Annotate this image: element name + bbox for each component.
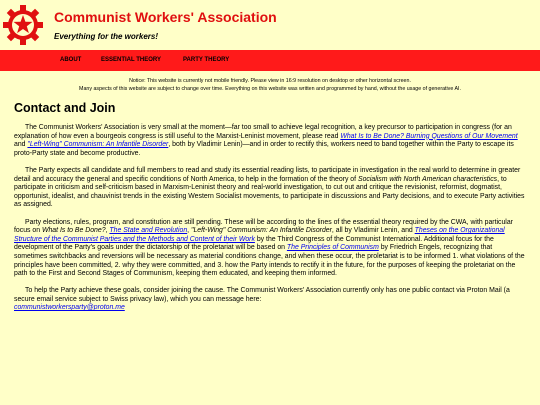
site-header	[0, 0, 540, 49]
emphasis-text: Socialism with North American characteristics	[357, 175, 498, 183]
emphasis-text: What Is to Be Done?	[41, 227, 106, 235]
paragraph-elections	[14, 219, 526, 279]
link-what-is-to-be-done[interactable]: What Is to Be Done? Burning Questions of Our Movement	[340, 132, 518, 140]
text-span: and	[14, 141, 28, 149]
text-span: ,	[187, 227, 192, 235]
text-span: To help the Party achieve these goals, consider joining the cause. The Communist Workers' Association currently only has one public contact via Proton Mail (a secure email service subject to Swiss privacy law), which you can message here:	[14, 287, 510, 303]
page-title: Contact and Join	[14, 101, 116, 115]
emphasis-text: "Left-Wing" Communism: An Infantile Disorder	[191, 227, 332, 235]
text-span: , both by Vladimir Lenin)—and in order to rectify this, workers need to band together within the Party to escape its proto-Party state and become productive.	[14, 141, 514, 157]
text-span: ,	[105, 227, 110, 235]
nav-item-party-theory[interactable]: PARTY THEORY	[183, 57, 230, 63]
link-principles-of-communism[interactable]: The Principles of Communism	[286, 244, 379, 252]
text-span: Party elections, rules, program, and constitution are still pending. These will be according to the lines of the essential theory required by the CWA, with particular focus on	[14, 218, 513, 235]
nav-item-essential-theory[interactable]: ESSENTIAL THEORY	[101, 57, 162, 63]
nav-item-about[interactable]: ABOUT	[60, 57, 82, 63]
paragraph-contact	[14, 287, 526, 313]
text-span: The Party expects all candidate and full members to read and study its essential reading lists, to participate in investigation in the real world to determine in greater detail and accuracy the general and specific conditions of North America, to help in the formation of the theory of	[14, 166, 521, 183]
link-state-and-revolution[interactable]: The State and Revolution	[109, 227, 188, 235]
text-span: , to participate in criticism and self-criticism based in Marxism-Leninist theory and real-world investigation, to cut out and critique the revisionist, reformist, dogmatist, opportunist, idealist, and chauvinist trends in the existing Western Socialist movements, to participate in discussions and Party decisions, and to execute Party activities as assigned.	[14, 175, 525, 209]
site-notice	[0, 78, 540, 93]
notice-line-1: Notice: This website is currently not mobile friendly. Please view in 16:9 resolution on desktop or other horizontal screen.	[129, 78, 411, 84]
link-theses-organizational-structure[interactable]: Theses on the Organizational Structure of the Communist Parties and the Methods and Content of their Work	[14, 227, 505, 243]
notice-line-2: Many aspects of this website are subject to change over time. Everything on this website was written and programmed by hand, without the usage of generative AI.	[79, 85, 461, 92]
paragraph-expectations	[14, 167, 526, 210]
text-span: by the Third Congress of the Communist International. Additional focus for the development of the Party's goals under the dictatorship of the proletariat will be based on	[14, 235, 494, 252]
site-tagline: Everything for the workers!	[54, 32, 159, 41]
main-content	[14, 100, 526, 322]
red-gear-star-icon[interactable]	[3, 5, 43, 45]
text-span: The Communist Workers' Association is very small at the moment—far too small to achieve legal recognition, a key precursor to participation in congress (for an explanation of how even a bourgeois congress is still useful to the Marxist-Leninist movement, please read	[14, 124, 512, 140]
text-span: by Friedrich Engels, recognizing that sometimes switchbacks and reversions will be necessary as material conditions change, and when these occur, the proletariat is to be informed 1. what violations of the principles have been committed, 2. why they were committed, and 3. how the Party intends to rectify it in the future, for the purposes of keeping the proletariat on the path to the First and Second Stages of Communism, keeping them educated, and keeping them informed.	[14, 244, 525, 278]
text-span: , all by Vladimir Lenin, and	[331, 227, 415, 235]
site-title: Communist Workers' Association	[54, 9, 277, 25]
link-left-wing-communism[interactable]: "Left-Wing" Communism: An Infantile Disorder	[27, 141, 169, 149]
contact-email-link[interactable]: communistworkersparty@proton.me	[14, 304, 125, 312]
nav-bar	[0, 50, 540, 71]
paragraph-intro	[14, 124, 526, 158]
